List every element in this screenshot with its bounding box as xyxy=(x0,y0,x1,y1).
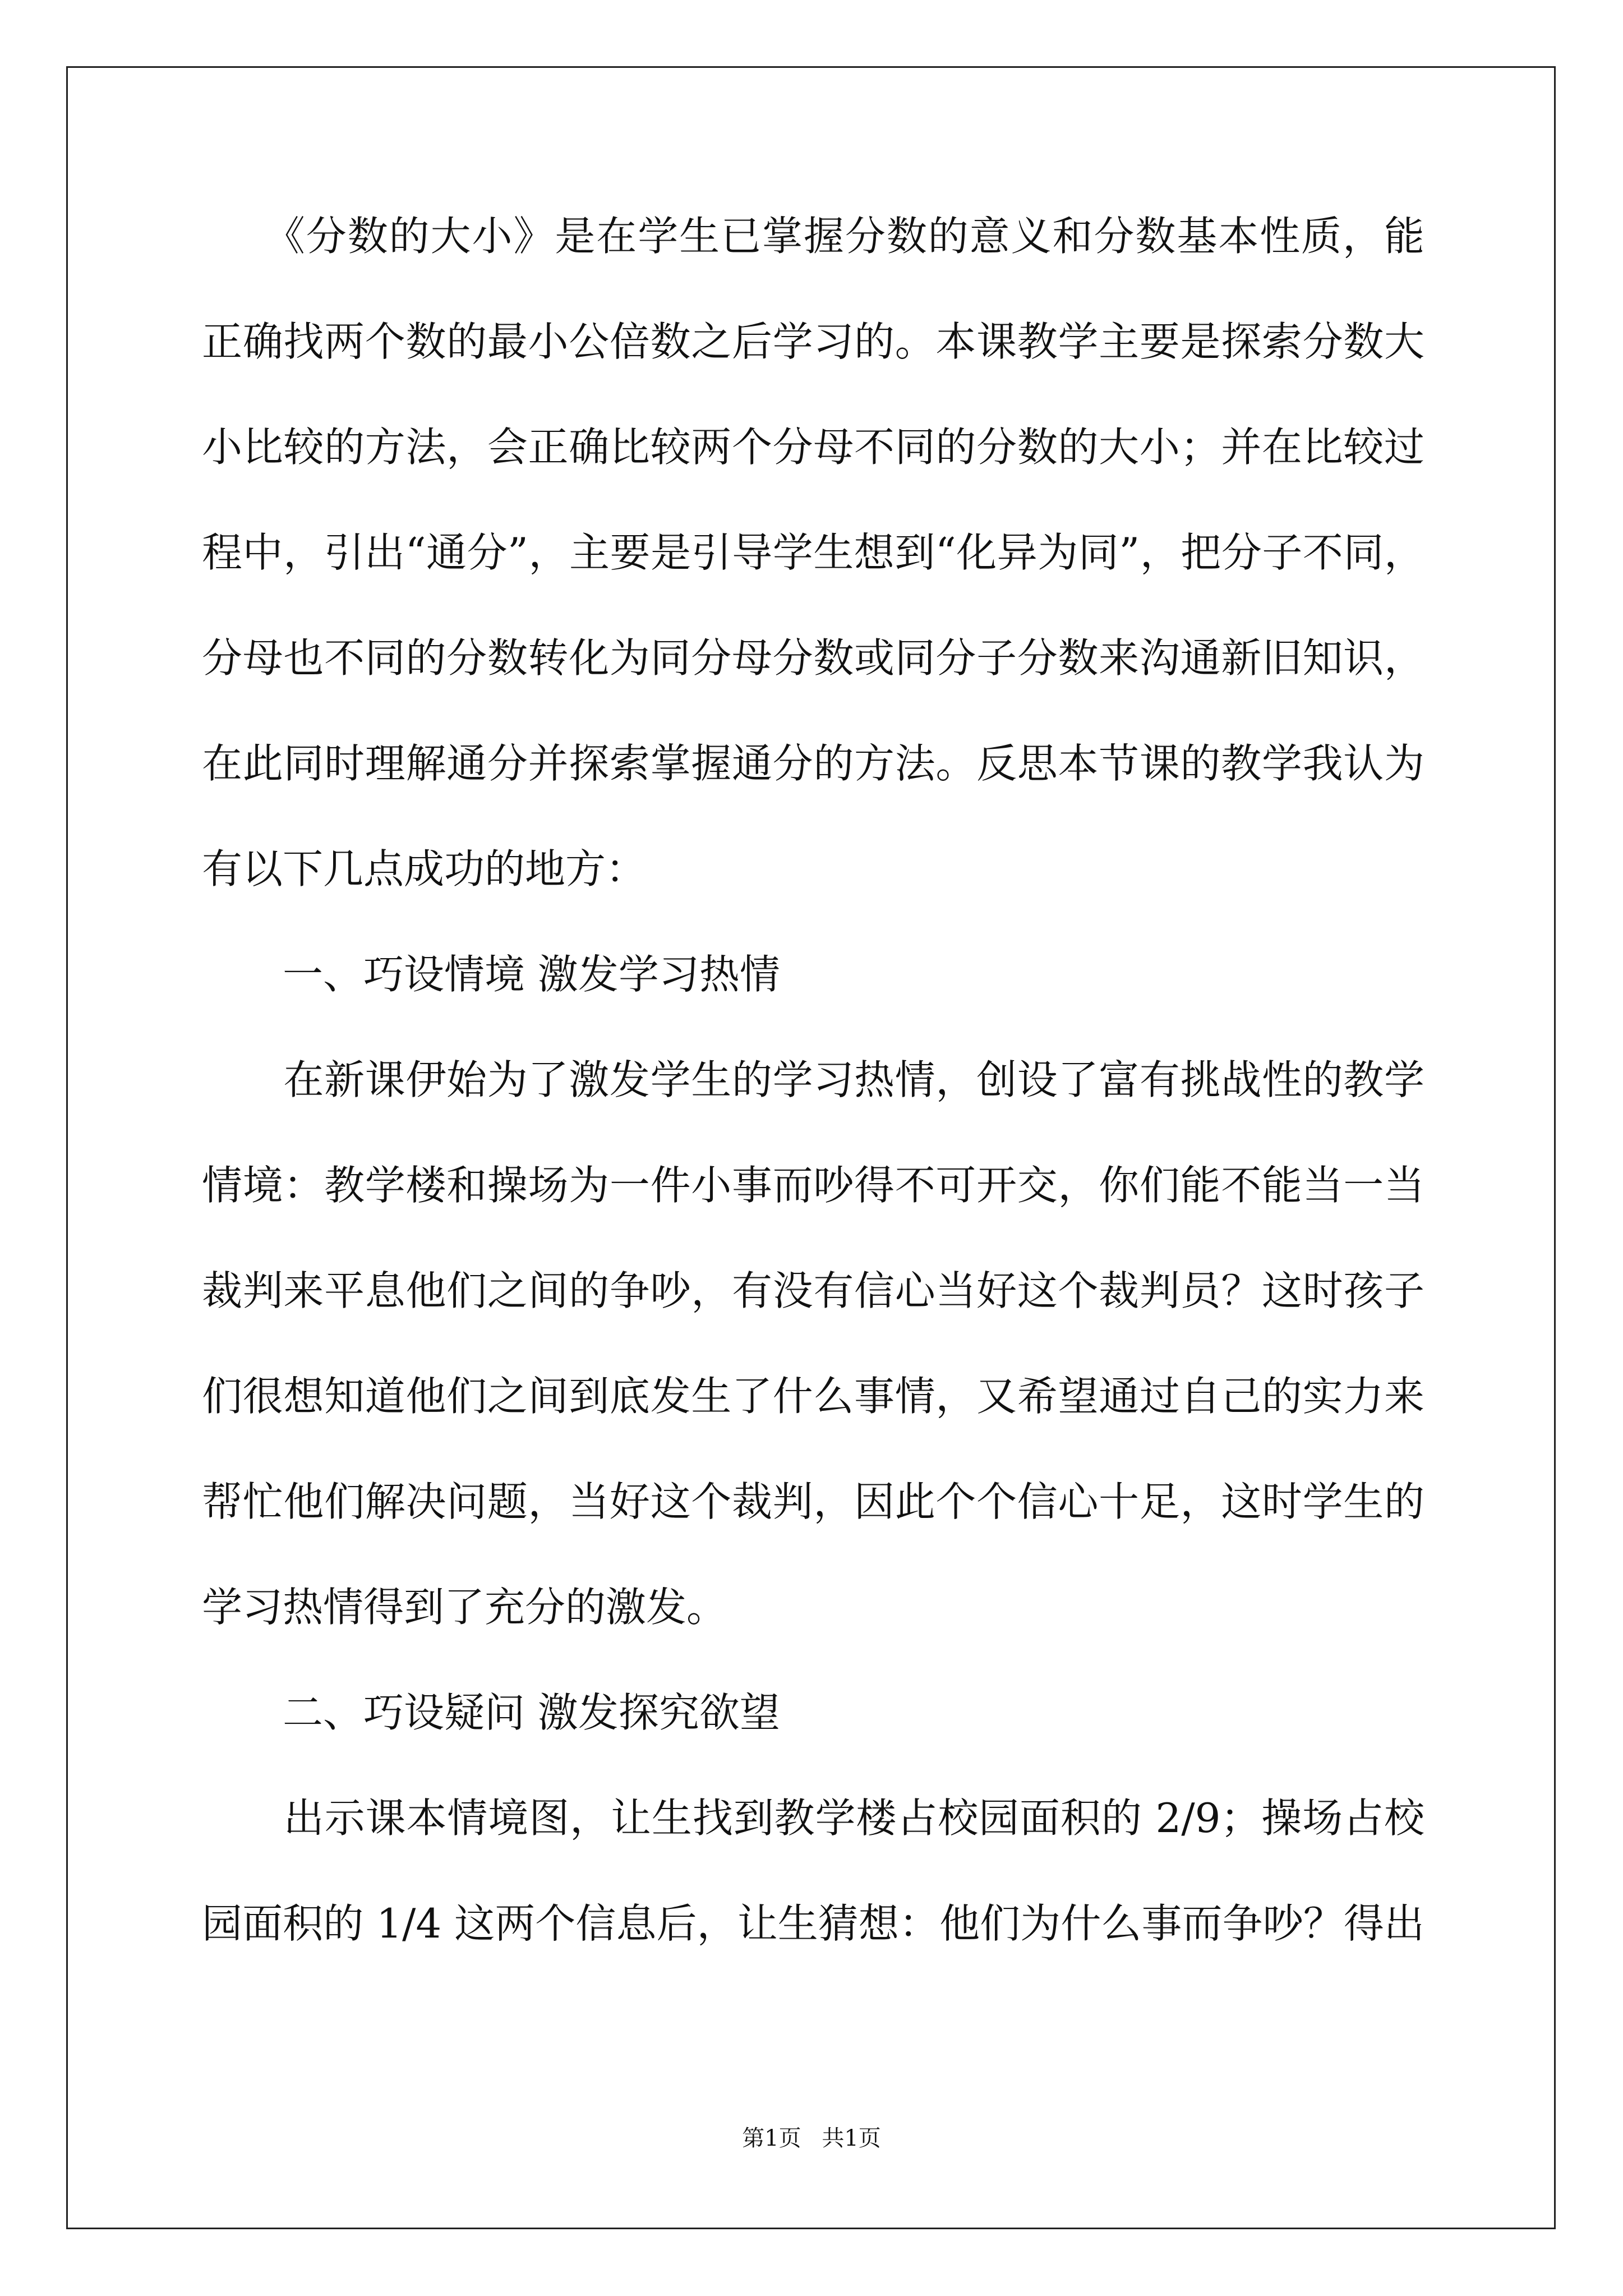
text-line: 学习热情得到了充分的激发。 xyxy=(202,1587,727,1631)
text-line: 在此同时理解通分并探索掌握通分的方法。反思本节课的教学我认为 xyxy=(202,743,1424,787)
section-heading: 二、巧设疑问 激发探究欲望 xyxy=(202,1692,780,1736)
text-line: 情境：教学楼和操场为一件小事而吵得不可开交，你们能不能当一当 xyxy=(202,1165,1424,1209)
document-body xyxy=(202,216,1424,2009)
text-line: 出示课本情境图，让生找到教学楼占校园面积的 2/9；操场占校 xyxy=(202,1798,1424,1842)
text-line: 园面积的 1/4 这两个信息后，让生猜想：他们为什么事而争吵？得出 xyxy=(202,1903,1424,1947)
text-line: 小比较的方法，会正确比较两个分母不同的分数的大小；并在比较过 xyxy=(202,427,1424,471)
text-line: 帮忙他们解决问题，当好这个裁判，因此个个信心十足，这时学生的 xyxy=(202,1481,1424,1525)
page-footer xyxy=(0,2120,1623,2152)
text-line: 在新课伊始为了激发学生的学习热情，创设了富有挑战性的教学 xyxy=(202,1060,1424,1103)
text-line: 裁判来平息他们之间的争吵，有没有信心当好这个裁判员？这时孩子 xyxy=(202,1271,1424,1314)
text-line: 们很想知道他们之间到底发生了什么事情，又希望通过自己的实力来 xyxy=(202,1376,1424,1420)
page-total: 共1页 xyxy=(822,2125,881,2151)
text-line: 程中，引出“通分”，主要是引导学生想到“化异为同”，把分子不同， xyxy=(202,532,1424,576)
text-line: 《分数的大小》是在学生已掌握分数的意义和分数基本性质，能 xyxy=(202,216,1424,260)
text-line: 正确找两个数的最小公倍数之后学习的。本课教学主要是探索分数大 xyxy=(202,321,1424,365)
page-number: 第1页 xyxy=(742,2125,801,2151)
section-heading: 一、巧设情境 激发学习热情 xyxy=(202,954,780,998)
text-line: 分母也不同的分数转化为同分母分数或同分子分数来沟通新旧知识， xyxy=(202,638,1424,682)
text-line: 有以下几点成功的地方： xyxy=(202,849,647,892)
